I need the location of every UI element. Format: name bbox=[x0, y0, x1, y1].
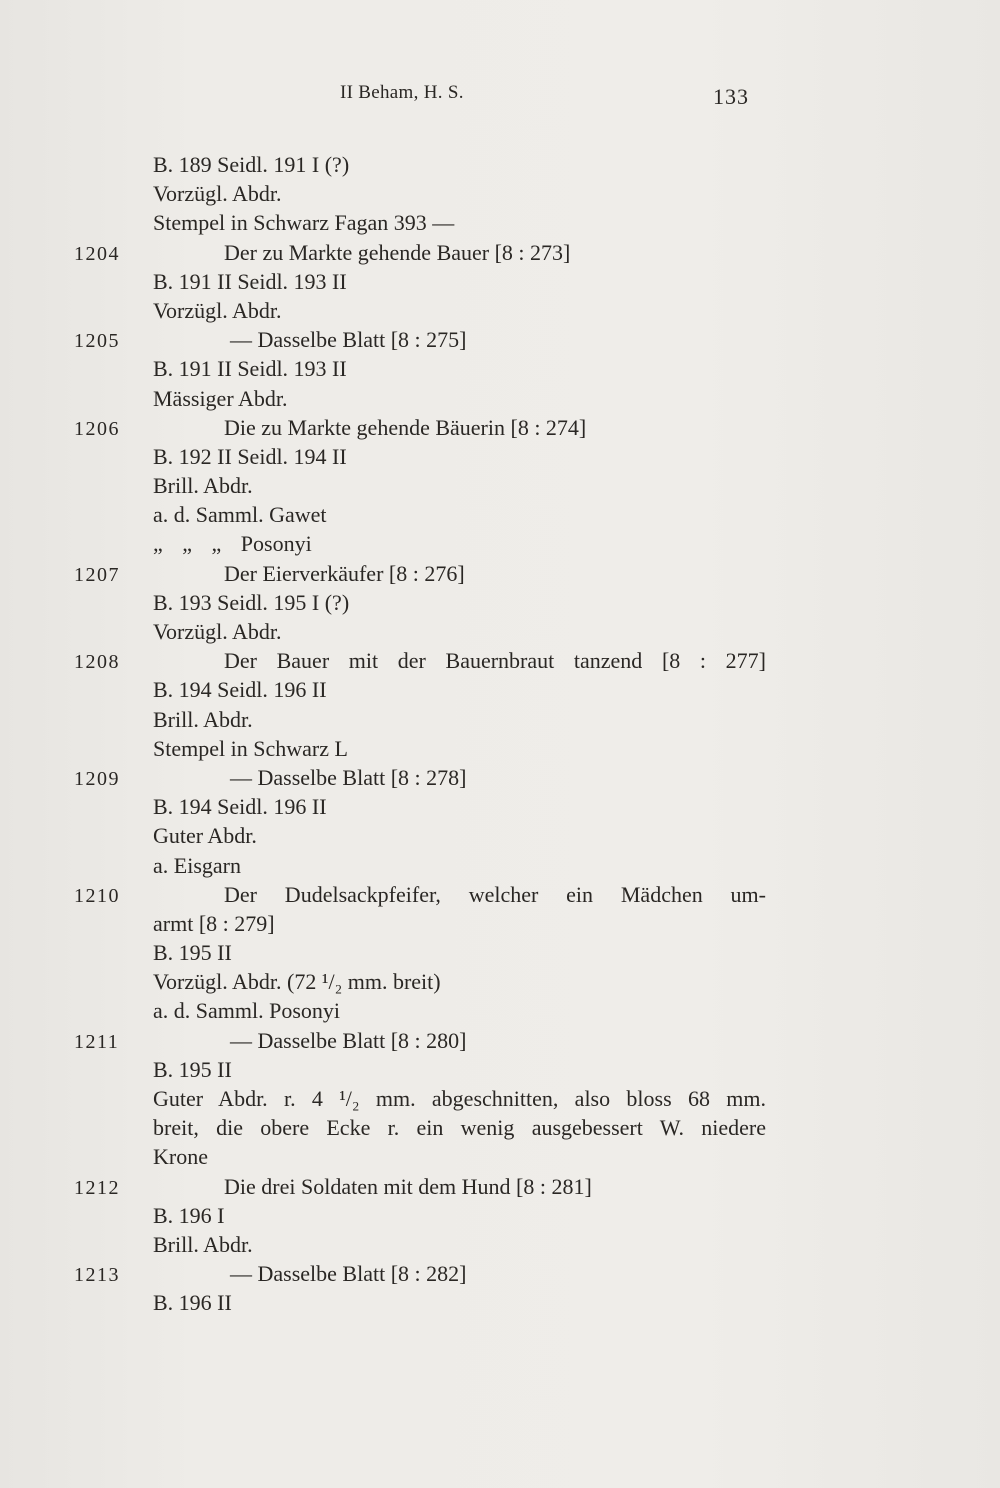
entry-text: — Dasselbe Blatt [8 : 278] bbox=[230, 764, 467, 790]
catalogue-line bbox=[0, 938, 1000, 967]
catalogue-line bbox=[0, 1172, 1000, 1201]
entry-text: „ „ „ Posonyi bbox=[153, 531, 312, 557]
entry-text: Brill. Abdr. bbox=[153, 706, 253, 732]
entry-text: B. 191 II Seidl. 193 II bbox=[153, 268, 347, 294]
catalogue-line bbox=[0, 1084, 1000, 1113]
entry-text: a. Eisgarn bbox=[153, 852, 241, 878]
catalogue-line bbox=[0, 1113, 1000, 1142]
catalogue-line bbox=[0, 442, 1000, 471]
entry-text: — Dasselbe Blatt [8 : 282] bbox=[230, 1261, 467, 1287]
catalogue-line bbox=[0, 1142, 1000, 1171]
catalogue-line bbox=[0, 500, 1000, 529]
catalogue-line bbox=[0, 646, 1000, 675]
entry-text: B. 191 II Seidl. 193 II bbox=[153, 356, 347, 382]
catalogue-line bbox=[0, 705, 1000, 734]
catalogue-line bbox=[0, 1026, 1000, 1055]
entry-text: — Dasselbe Blatt [8 : 280] bbox=[230, 1027, 467, 1053]
catalogue-line bbox=[0, 529, 1000, 558]
entry-number: 1208 bbox=[74, 651, 120, 674]
catalogue-line bbox=[0, 1288, 1000, 1317]
catalogue-line bbox=[0, 617, 1000, 646]
entry-text: B. 196 II bbox=[153, 1290, 232, 1316]
entry-text: B. 194 Seidl. 196 II bbox=[153, 677, 327, 703]
entry-text: B. 192 II Seidl. 194 II bbox=[153, 443, 347, 469]
entry-number: 1213 bbox=[74, 1264, 120, 1287]
entry-text: breit, die obere Ecke r. ein wenig ausgebessert W. niedere bbox=[153, 1115, 766, 1141]
entry-text: Stempel in Schwarz L bbox=[153, 735, 348, 761]
catalogue-line bbox=[0, 880, 1000, 909]
catalogue-line bbox=[0, 559, 1000, 588]
catalogue-line bbox=[0, 384, 1000, 413]
entry-number: 1209 bbox=[74, 767, 120, 790]
entry-number: 1206 bbox=[74, 417, 120, 440]
entry-text: Vorzügl. Abdr. (72 ¹/₂ mm. breit) bbox=[153, 969, 441, 995]
entry-text: B. 196 I bbox=[153, 1202, 225, 1228]
catalogue-line bbox=[0, 909, 1000, 938]
catalogue-line bbox=[0, 296, 1000, 325]
entry-text: Die zu Markte gehende Bäuerin [8 : 274] bbox=[224, 414, 587, 440]
entry-text: Brill. Abdr. bbox=[153, 473, 253, 499]
entry-text: Vorzügl. Abdr. bbox=[153, 181, 282, 207]
page-number: 133 bbox=[713, 84, 749, 109]
entry-text: armt [8 : 279] bbox=[153, 910, 275, 936]
entry-text: B. 189 Seidl. 191 I (?) bbox=[153, 152, 350, 177]
catalogue-line bbox=[0, 1230, 1000, 1259]
catalogue-line bbox=[0, 150, 1000, 179]
entry-text: Der Bauer mit der Bauernbraut tanzend [8 : 277] bbox=[224, 648, 766, 674]
entry-number: 1212 bbox=[74, 1176, 120, 1199]
entry-number: 1211 bbox=[74, 1030, 120, 1053]
entry-text: Guter Abdr. r. 4 ¹/₂ mm. abgeschnitten, also bloss 68 mm. bbox=[153, 1086, 766, 1111]
catalogue-line bbox=[0, 413, 1000, 442]
catalogue-line bbox=[0, 675, 1000, 704]
entry-text: a. d. Samml. Posonyi bbox=[153, 998, 341, 1024]
catalogue-line bbox=[0, 208, 1000, 237]
entry-text: Guter Abdr. bbox=[153, 823, 257, 849]
catalogue-line bbox=[0, 851, 1000, 880]
entry-text: Der zu Markte gehende Bauer [8 : 273] bbox=[224, 239, 571, 265]
entry-text: Mässiger Abdr. bbox=[153, 385, 288, 411]
entry-text: B. 194 Seidl. 196 II bbox=[153, 794, 327, 820]
entry-text: Stempel in Schwarz Fagan 393 — bbox=[153, 210, 455, 236]
entry-text: B. 195 II bbox=[153, 940, 232, 966]
catalogue-line bbox=[0, 471, 1000, 500]
entry-number: 1204 bbox=[74, 242, 120, 265]
entry-text: B. 195 II bbox=[153, 1056, 232, 1082]
entry-number: 1207 bbox=[74, 563, 120, 586]
catalogue-line bbox=[0, 179, 1000, 208]
entry-text: — Dasselbe Blatt [8 : 275] bbox=[230, 327, 467, 353]
catalogue-line bbox=[0, 354, 1000, 383]
catalogue-line bbox=[0, 1259, 1000, 1288]
catalogue-line bbox=[0, 967, 1000, 996]
entry-text: a. d. Samml. Gawet bbox=[153, 502, 327, 528]
catalogue-line bbox=[0, 1201, 1000, 1230]
catalogue-line bbox=[0, 996, 1000, 1025]
entry-text: Der Dudelsackpfeifer, welcher ein Mädchen um- bbox=[224, 881, 766, 907]
catalogue-line bbox=[0, 238, 1000, 267]
entry-text: Vorzügl. Abdr. bbox=[153, 297, 282, 323]
catalogue-line bbox=[0, 325, 1000, 354]
catalogue-line bbox=[0, 734, 1000, 763]
entry-number: 1210 bbox=[74, 884, 120, 907]
entry-number: 1205 bbox=[74, 330, 120, 353]
catalogue-line bbox=[0, 763, 1000, 792]
catalogue-line bbox=[0, 1055, 1000, 1084]
entry-text: Krone bbox=[153, 1144, 208, 1170]
catalogue-line bbox=[0, 588, 1000, 617]
catalogue-line bbox=[0, 821, 1000, 850]
entry-text: Vorzügl. Abdr. bbox=[153, 619, 282, 644]
entry-text: Die drei Soldaten mit dem Hund [8 : 281] bbox=[224, 1173, 592, 1199]
catalogue-entries bbox=[0, 150, 1000, 1318]
catalogue-line bbox=[0, 267, 1000, 296]
running-header: II Beham, H. S. bbox=[340, 82, 464, 103]
entry-text: Der Eierverkäufer [8 : 276] bbox=[224, 560, 465, 586]
entry-text: Brill. Abdr. bbox=[153, 1231, 253, 1257]
catalogue-line bbox=[0, 792, 1000, 821]
entry-text: B. 193 Seidl. 195 I (?) bbox=[153, 589, 350, 615]
